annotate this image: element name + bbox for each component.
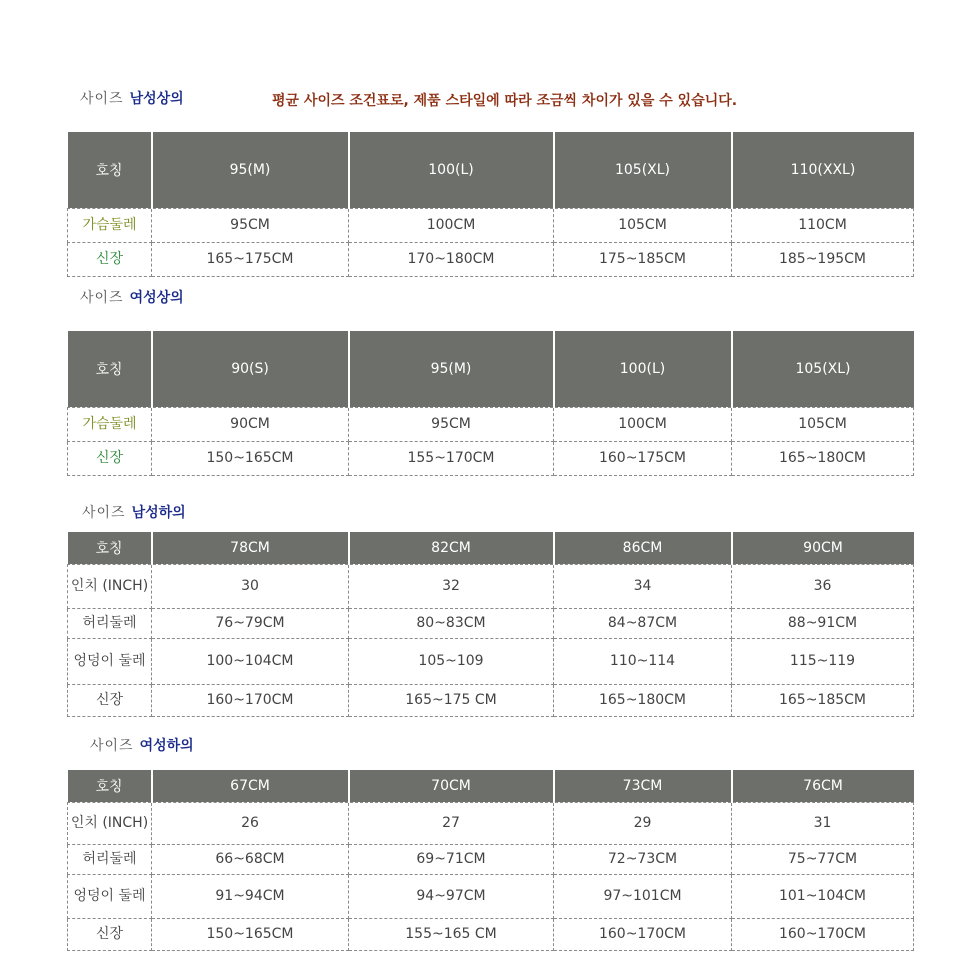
table-row <box>68 407 914 441</box>
size-header: 73CM <box>554 770 732 802</box>
size-header: 86CM <box>554 532 732 564</box>
row-label: 가슴둘레 <box>68 407 152 441</box>
table-cell: 165~180CM <box>554 684 732 716</box>
table-cell: 94~97CM <box>349 874 554 918</box>
table-cell: 105CM <box>732 407 914 441</box>
row-label: 신장 <box>68 918 152 950</box>
table-cell: 36 <box>732 564 914 608</box>
section-category: 남성상의 <box>129 91 184 107</box>
table-cell: 115~119 <box>732 638 914 684</box>
table-row <box>68 564 914 608</box>
table-cell: 76~79CM <box>152 608 349 638</box>
table-cell: 160~170CM <box>152 684 349 716</box>
row-label: 가슴둘레 <box>68 208 152 242</box>
table-cell: 75~77CM <box>732 844 914 874</box>
size-header: 78CM <box>152 532 349 564</box>
header-label: 호칭 <box>68 532 152 564</box>
section-prefix: 사이즈 <box>80 91 124 107</box>
section-category: 여성상의 <box>129 290 184 306</box>
size-header: 76CM <box>732 770 914 802</box>
section-title-womens-top <box>80 287 184 307</box>
table-row <box>68 608 914 638</box>
table-cell: 110CM <box>732 208 914 242</box>
table-row <box>68 242 914 276</box>
table-cell: 185~195CM <box>732 242 914 276</box>
size-header: 90CM <box>732 532 914 564</box>
row-label: 허리둘레 <box>68 608 152 638</box>
table-cell: 26 <box>152 802 349 844</box>
table-cell: 170~180CM <box>349 242 554 276</box>
row-label: 엉덩이 둘레 <box>68 874 152 918</box>
section-title-mens-top <box>80 88 184 108</box>
size-table-womens-top <box>67 331 914 476</box>
header-label: 호칭 <box>68 331 152 407</box>
row-label: 엉덩이 둘레 <box>68 638 152 684</box>
table-cell: 84~87CM <box>554 608 732 638</box>
table-cell: 27 <box>349 802 554 844</box>
table-cell: 160~170CM <box>732 918 914 950</box>
table-row <box>68 874 914 918</box>
table-header-row <box>68 770 914 802</box>
row-label: 허리둘레 <box>68 844 152 874</box>
table-row <box>68 802 914 844</box>
table-cell: 72~73CM <box>554 844 732 874</box>
table-cell: 155~170CM <box>349 441 554 475</box>
section-category: 여성하의 <box>139 738 194 754</box>
table-cell: 165~175 CM <box>349 684 554 716</box>
table-row <box>68 638 914 684</box>
size-header: 67CM <box>152 770 349 802</box>
size-header: 82CM <box>349 532 554 564</box>
table-cell: 100CM <box>349 208 554 242</box>
section-title-mens-bottom <box>82 502 186 522</box>
table-cell: 100CM <box>554 407 732 441</box>
table-cell: 165~185CM <box>732 684 914 716</box>
table-cell: 100~104CM <box>152 638 349 684</box>
table-cell: 95CM <box>152 208 349 242</box>
table-cell: 90CM <box>152 407 349 441</box>
header-label: 호칭 <box>68 770 152 802</box>
table-cell: 150~165CM <box>152 918 349 950</box>
table-cell: 160~175CM <box>554 441 732 475</box>
header-label: 호칭 <box>68 132 152 208</box>
table-row <box>68 684 914 716</box>
table-row <box>68 844 914 874</box>
table-cell: 66~68CM <box>152 844 349 874</box>
size-header: 100(L) <box>554 331 732 407</box>
size-header: 105(XL) <box>554 132 732 208</box>
table-cell: 105~109 <box>349 638 554 684</box>
table-cell: 101~104CM <box>732 874 914 918</box>
table-cell: 88~91CM <box>732 608 914 638</box>
size-table-womens-bottom <box>67 770 914 951</box>
table-cell: 69~71CM <box>349 844 554 874</box>
table-cell: 165~180CM <box>732 441 914 475</box>
section-prefix: 사이즈 <box>82 505 126 521</box>
size-header: 95(M) <box>152 132 349 208</box>
size-table-mens-bottom <box>67 532 914 717</box>
table-cell: 155~165 CM <box>349 918 554 950</box>
table-cell: 34 <box>554 564 732 608</box>
section-category: 남성하의 <box>131 505 186 521</box>
table-cell: 160~170CM <box>554 918 732 950</box>
row-label: 신장 <box>68 242 152 276</box>
table-header-row <box>68 532 914 564</box>
table-cell: 105CM <box>554 208 732 242</box>
table-row <box>68 441 914 475</box>
table-cell: 165~175CM <box>152 242 349 276</box>
table-cell: 80~83CM <box>349 608 554 638</box>
row-label: 신장 <box>68 684 152 716</box>
table-row <box>68 208 914 242</box>
row-label: 인치 (INCH) <box>68 564 152 608</box>
table-cell: 97~101CM <box>554 874 732 918</box>
table-cell: 30 <box>152 564 349 608</box>
size-header: 95(M) <box>349 331 554 407</box>
size-table-mens-top <box>67 132 914 277</box>
size-header: 110(XXL) <box>732 132 914 208</box>
size-header: 100(L) <box>349 132 554 208</box>
section-title-womens-bottom <box>90 735 194 755</box>
row-label: 인치 (INCH) <box>68 802 152 844</box>
table-header-row <box>68 331 914 407</box>
section-prefix: 사이즈 <box>90 738 134 754</box>
row-label: 신장 <box>68 441 152 475</box>
size-notice: 평균 사이즈 조건표로, 제품 스타일에 따라 조금씩 차이가 있을 수 있습니다. <box>272 93 738 109</box>
table-row <box>68 918 914 950</box>
table-cell: 32 <box>349 564 554 608</box>
table-cell: 175~185CM <box>554 242 732 276</box>
table-cell: 91~94CM <box>152 874 349 918</box>
table-cell: 110~114 <box>554 638 732 684</box>
table-header-row <box>68 132 914 208</box>
table-cell: 150~165CM <box>152 441 349 475</box>
table-cell: 29 <box>554 802 732 844</box>
size-header: 70CM <box>349 770 554 802</box>
table-cell: 31 <box>732 802 914 844</box>
size-header: 105(XL) <box>732 331 914 407</box>
size-header: 90(S) <box>152 331 349 407</box>
table-cell: 95CM <box>349 407 554 441</box>
section-prefix: 사이즈 <box>80 290 124 306</box>
